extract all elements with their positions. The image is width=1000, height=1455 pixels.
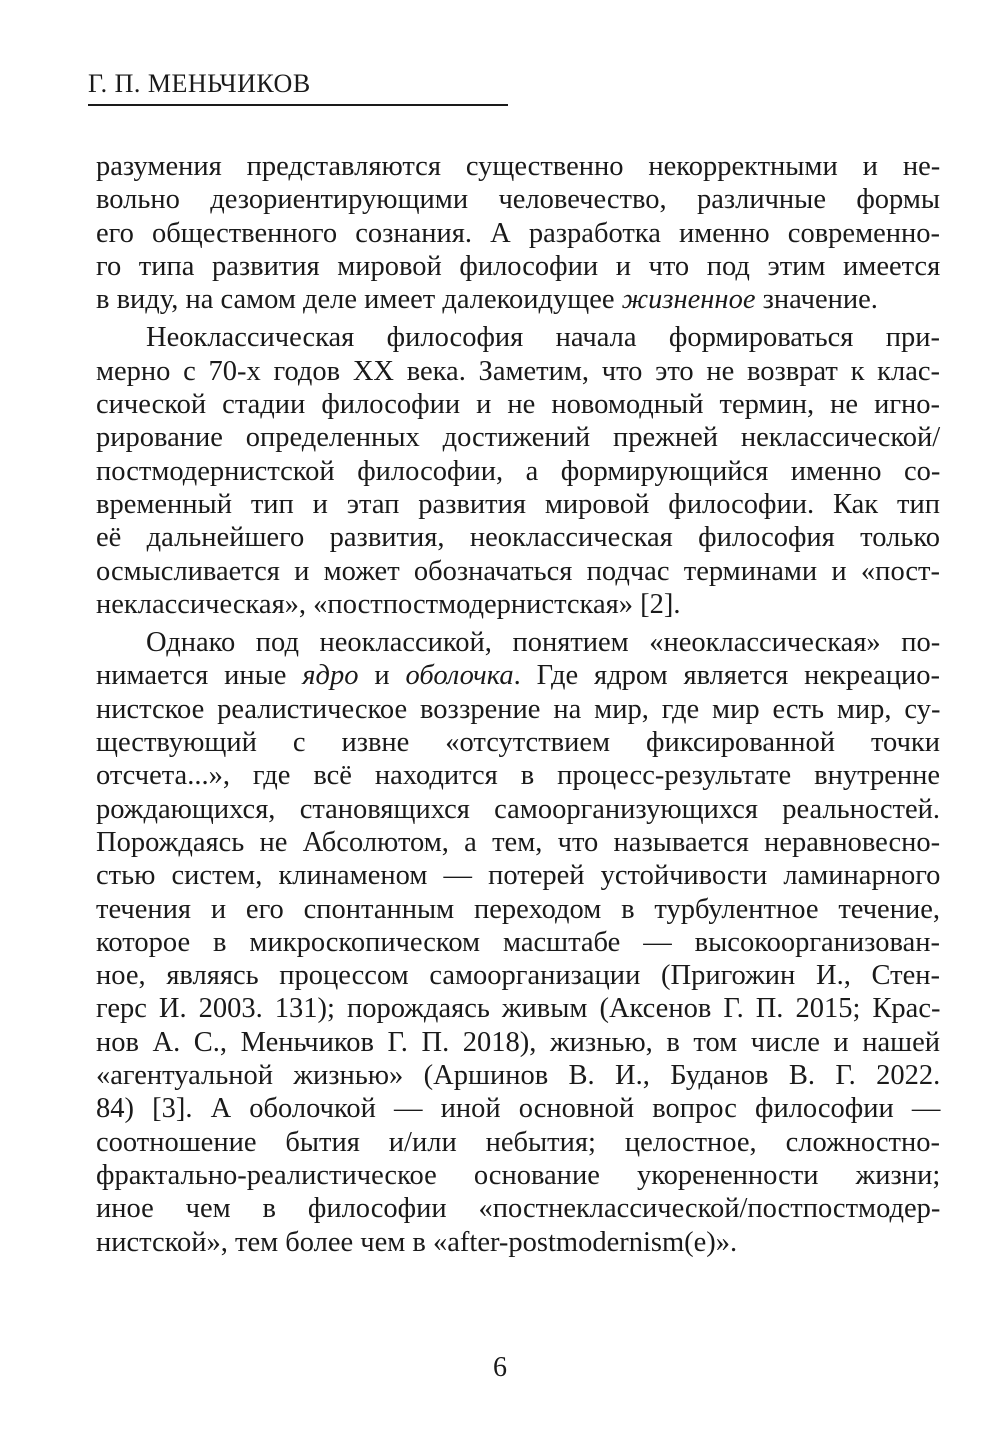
text-line: фрактально-реалистическое основание укорененности жизни;	[96, 1159, 941, 1191]
text-line: ное, являясь процессом самоорганизации (Пригожин И., Стен-	[96, 960, 940, 992]
text-line: Однако под неоклассикой, понятием «неоклассическая» по-	[146, 627, 941, 659]
text-run: нимается иные	[96, 660, 303, 692]
text-line: нов А. С., Меньчиков Г. П. 2018), жизнью, в том числе и нашей	[96, 1026, 940, 1058]
text-line: неклассическая», «постпостмодернистская» [2].	[96, 588, 681, 620]
text-line: постмодернистской философии, а формирующийся именно со-	[96, 455, 941, 487]
text-line: мерно с 70-х годов XX века. Заметим, что это не возврат к клас-	[96, 355, 940, 387]
text-line: герс И. 2003. 131); порождаясь живым (Аксенов Г. П. 2015; Крас-	[96, 993, 941, 1025]
text-line: рождающихся, становящихся самоорганизующихся реальностей.	[96, 793, 940, 825]
italic-term: оболочка	[405, 660, 514, 692]
text-run: . Где ядром является некреацио-	[513, 660, 940, 692]
text-line: ществующий с извне «отсутствием фиксированной точки	[96, 727, 940, 759]
running-head: Г. П. МЕНЬЧИКОВ	[88, 69, 311, 98]
page-number: 6	[493, 1352, 507, 1383]
text-line	[96, 659, 940, 692]
text-line: Неоклассическая философия начала формироваться при-	[146, 322, 941, 354]
paragraph-1	[96, 150, 940, 316]
text-line: го типа развития мировой философии и что под этим имеется	[96, 250, 941, 282]
text-run: и	[358, 660, 406, 692]
text-line: Порождаясь не Абсолютом, а тем, что называется неравновесно-	[96, 826, 941, 858]
text-line: соотношение бытия и/или небытия; целостное, сложностно-	[96, 1126, 940, 1158]
text-line: 84) [3]. А оболочкой — иной основной вопрос философии —	[96, 1093, 941, 1125]
text-line: вольно дезориентирующими человечество, различные формы	[96, 184, 941, 216]
text-line: течения и его спонтанным переходом в турбулентное течение,	[96, 893, 940, 925]
text-line: отсчета...», где всё находится в процесс-результате внутренне	[96, 760, 940, 792]
paragraph-3	[96, 626, 940, 1259]
text-line: «агентуальной жизнью» (Аршинов В. И., Буданов В. Г. 2022.	[96, 1060, 941, 1092]
text-line: осмысливается и может обозначаться подчас терминами и «пост-	[96, 555, 940, 587]
header-rule	[88, 104, 508, 106]
text-line	[96, 283, 940, 316]
italic-term: ядро	[302, 660, 359, 692]
body-text	[96, 150, 940, 1264]
text-line: разумения представляются существенно некорректными и не-	[96, 151, 941, 182]
text-run: значение.	[755, 284, 878, 316]
text-line: стью систем, клинаменом — потерей устойчивости ламинарного	[96, 860, 941, 892]
text-line: рирование определенных достижений прежней неклассической/	[96, 422, 941, 454]
text-line: её дальнейшего развития, неоклассическая философия только	[96, 522, 940, 554]
text-line: его общественного сознания. А разработка именно современно-	[96, 217, 940, 249]
text-line: которое в микроскопическом масштабе — высокоорганизован-	[96, 926, 940, 958]
italic-term: жизненное	[621, 284, 756, 316]
text-line: сической стадии философии и не новомодный термин, не игно-	[96, 389, 940, 421]
text-line: иное чем в философии «постнеклассической/постпостмодер-	[96, 1193, 941, 1225]
paragraph-2	[96, 321, 940, 621]
text-run: в виду, на самом деле имеет далекоидущее	[96, 284, 622, 316]
text-line: нистское реалистическое воззрение на мир, где мир есть мир, су-	[96, 693, 941, 725]
text-line: нистской», тем более чем в «after-postmodernism(e)».	[96, 1226, 738, 1258]
text-line: временный тип и этап развития мировой философии. Как тип	[96, 488, 940, 520]
